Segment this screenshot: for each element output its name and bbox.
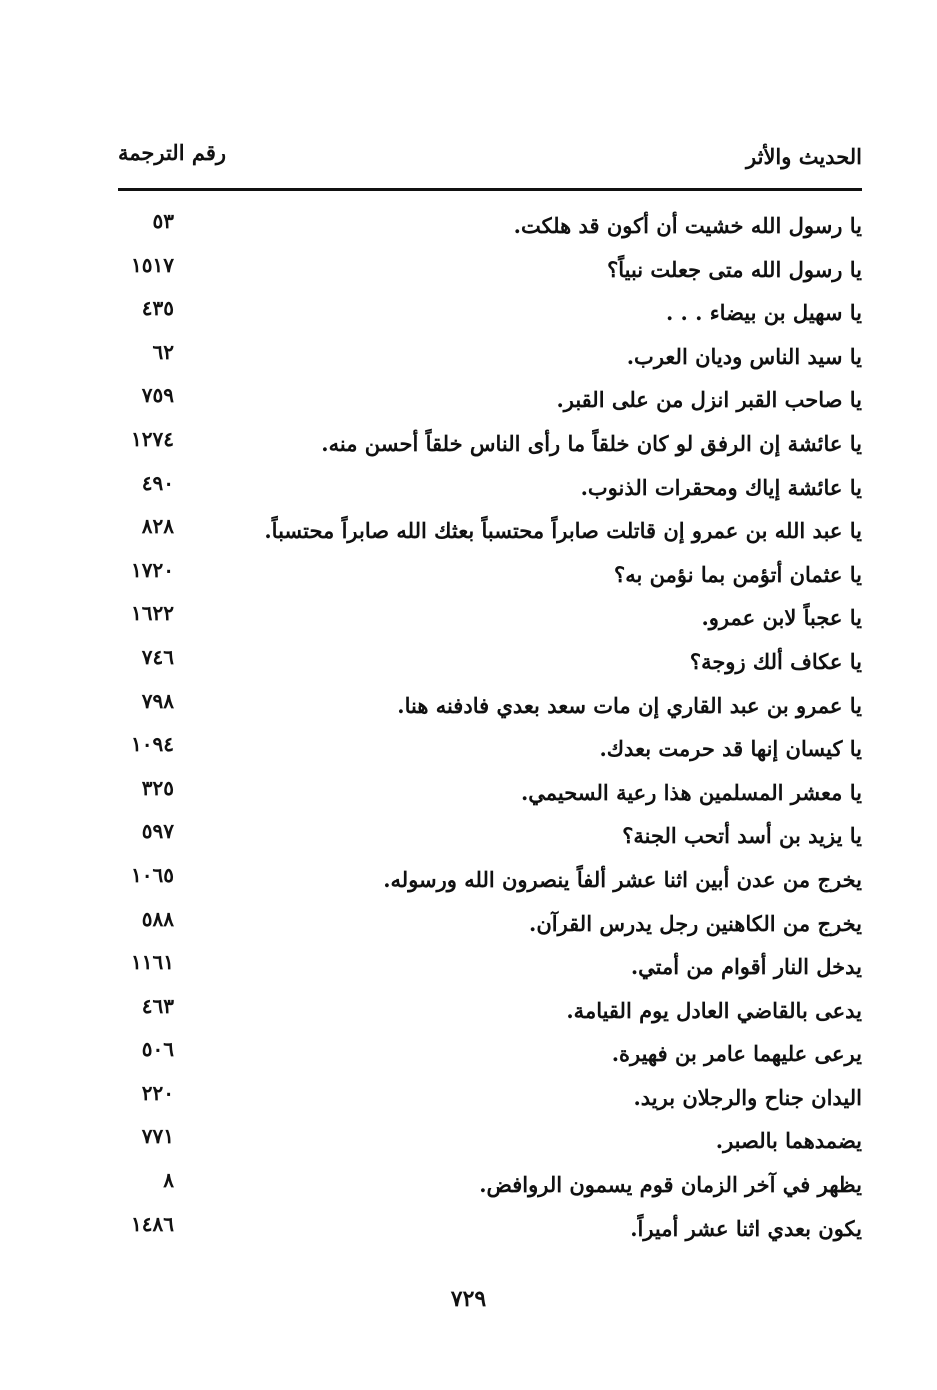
entry-number: ١٠٩٤ (131, 732, 174, 757)
entry-number: ٨ (163, 1168, 174, 1193)
index-entry (118, 684, 862, 728)
entry-number: ١٥١٧ (131, 252, 174, 277)
header-title: الحديث والأثر (746, 144, 862, 169)
index-entry (118, 1163, 862, 1207)
entry-number: ٤٣٥ (141, 296, 174, 321)
header-divider (118, 188, 862, 191)
index-entry (118, 248, 862, 292)
index-entry (118, 335, 862, 379)
entry-text: يا صاحب القبر انزل من على القبر. (556, 387, 862, 413)
entry-number: ١٤٨٦ (131, 1211, 174, 1236)
entry-number: ٥٩٧ (141, 819, 174, 844)
entry-text: يا معشر المسلمين هذا رعية السحيمي. (520, 779, 862, 805)
entry-number: ٤٩٠ (141, 470, 174, 495)
index-entry (118, 378, 862, 422)
entry-text: يخرج من الكاهنين رجل يدرس القرآن. (529, 910, 862, 936)
index-entry (118, 1032, 862, 1076)
entry-number: ٧٤٦ (141, 644, 174, 669)
entry-text: يا عائشة إياك ومحقرات الذنوب. (580, 474, 862, 500)
index-entry (118, 509, 862, 553)
index-entry (118, 466, 862, 510)
entry-text: يرعى عليهما عامر بن فهيرة. (611, 1041, 862, 1067)
entry-number: ٨٢٨ (141, 514, 174, 539)
index-entry (118, 291, 862, 335)
entry-text: يا سهيل بن بيضاء . . . (665, 300, 862, 326)
entry-text: يظهر في آخر الزمان قوم يسمون الروافض. (479, 1172, 862, 1198)
index-entry (118, 858, 862, 902)
entry-text: يا عجباً لابن عمرو. (701, 605, 862, 631)
entry-number: ٥٨٨ (141, 906, 174, 931)
entry-number: ١٧٢٠ (131, 557, 174, 582)
entry-text: يكون بعدي اثنا عشر أميراً. (630, 1215, 862, 1241)
entry-number: ٧٥٩ (141, 383, 174, 408)
entry-text: يا يزيد بن أسد أتحب الجنة؟ (622, 823, 862, 849)
entry-text: يا عمرو بن عبد القاري إن مات سعد بعدي فادفنه هنا. (397, 692, 862, 718)
entry-text: يدخل النار أقوام من أمتي. (630, 954, 862, 980)
entry-number: ٥٣ (152, 209, 174, 233)
entry-number: ١١٦١ (131, 950, 174, 975)
entry-number: ٣٢٥ (141, 775, 174, 800)
entry-text: يا سيد الناس وديان العرب. (626, 343, 862, 369)
entry-text: يا عائشة إن الرفق لو كان خلقاً ما رأى الناس خلقاً أحسن منه. (321, 430, 862, 456)
entry-number: ١٦٢٢ (131, 601, 174, 626)
entry-text: يخرج من عدن أبين اثنا عشر ألفاً ينصرون الله ورسوله. (383, 866, 862, 892)
entry-number: ١٠٦٥ (131, 862, 174, 887)
entry-text: يدعى بالقاضي العادل يوم القيامة. (566, 997, 862, 1023)
index-entry (118, 902, 862, 946)
entry-number: ٧٧١ (141, 1124, 174, 1149)
entry-text: يا كيسان إنها قد حرمت بعدك. (599, 736, 862, 762)
entry-number: ٥٠٦ (141, 1037, 174, 1062)
entry-text: يا عبد الله بن عمرو إن قاتلت صابراً محتسباً بعثك الله صابراً محتسباً. (264, 518, 862, 544)
entry-number: ٤٦٣ (141, 993, 174, 1018)
index-entry (118, 945, 862, 989)
index-entry (118, 1119, 862, 1163)
entry-text: اليدان جناح والرجلان بريد. (633, 1084, 862, 1110)
page-header (118, 138, 862, 178)
entry-number: ٦٢ (152, 339, 174, 364)
header-number-column: رقم الترجمة (118, 140, 227, 165)
entry-text: يضمدهما بالصبر. (715, 1128, 862, 1154)
page-number: ٧٢٩ (450, 1286, 487, 1312)
index-entry (118, 422, 862, 466)
index-entry (118, 989, 862, 1033)
index-list (118, 204, 862, 1250)
entry-text: يا عثمان أتؤمن بما نؤمن به؟ (614, 561, 862, 587)
entry-text: يا رسول الله متى جعلت نبياً؟ (607, 256, 862, 282)
entry-text: يا رسول الله خشيت أن أكون قد هلكت. (513, 213, 862, 238)
index-entry (118, 814, 862, 858)
entry-number: ١٢٧٤ (131, 426, 174, 451)
index-entry (118, 1076, 862, 1120)
index-entry (118, 553, 862, 597)
entry-text: يا عكاف ألك زوجة؟ (689, 648, 862, 674)
entry-number: ٢٢٠ (141, 1080, 174, 1105)
index-entry (118, 771, 862, 815)
index-entry (118, 1207, 862, 1251)
index-entry (118, 727, 862, 771)
entry-number: ٧٩٨ (141, 688, 174, 713)
index-entry (118, 596, 862, 640)
index-entry (118, 640, 862, 684)
index-entry (118, 204, 862, 248)
